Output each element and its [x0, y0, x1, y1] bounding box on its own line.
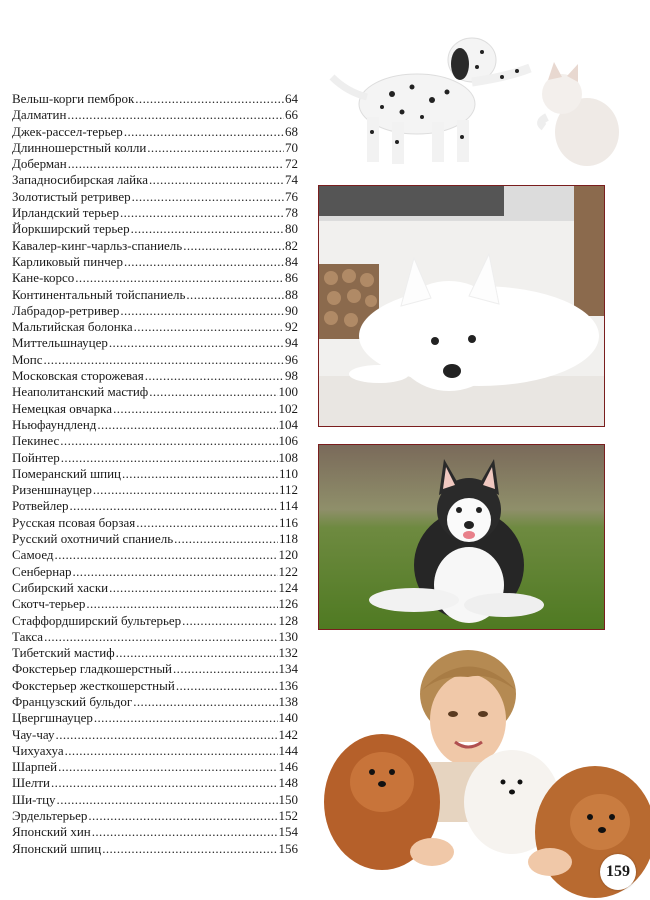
toc-leader-dots	[88, 808, 277, 824]
toc-entry-page: 72	[285, 156, 298, 172]
toc-leader-dots	[43, 352, 284, 368]
toc-leader-dots	[57, 792, 278, 808]
toc-leader-dots	[124, 254, 284, 270]
toc-entry-title: Такса	[12, 628, 44, 644]
toc-entry-title: Далматин	[12, 107, 67, 123]
toc-leader-dots	[173, 661, 277, 677]
toc-entry-title: Ирландский терьер	[12, 205, 119, 221]
toc-entry-page: 124	[278, 579, 298, 595]
toc-entry-page: 100	[278, 384, 298, 400]
toc-entry	[12, 368, 298, 384]
dalmatian-kitten-photo	[322, 22, 632, 174]
toc-entry-title: Кане-корсо	[12, 270, 75, 286]
toc-leader-dots	[61, 450, 278, 466]
toc-entry-page: 156	[278, 840, 298, 856]
toc-entry-page: 80	[285, 221, 298, 237]
toc-leader-dots	[67, 107, 284, 123]
toc-entry	[12, 613, 298, 629]
toc-leader-dots	[131, 221, 284, 237]
toc-entry-page: 94	[285, 335, 298, 351]
toc-entry	[12, 287, 298, 303]
toc-entry-page: 126	[278, 596, 298, 612]
toc-entry-page: 108	[278, 449, 298, 465]
toc-leader-dots	[56, 727, 278, 743]
toc-entry-title: Русская псовая борзая	[12, 514, 136, 530]
toc-entry	[12, 384, 298, 400]
toc-entry	[12, 156, 298, 172]
toc-entry	[12, 710, 298, 726]
toc-leader-dots	[136, 515, 278, 531]
toc-entry-title: Японский хин	[12, 824, 91, 840]
toc-entry-page: 92	[285, 319, 298, 335]
toc-entry	[12, 645, 298, 661]
toc-leader-dots	[116, 645, 278, 661]
toc-leader-dots	[92, 824, 278, 840]
toc-entry-title: Стаффордширский бультерьер	[12, 612, 182, 628]
toc-entry-title: Фокстерьер жесткошерстный	[12, 677, 175, 693]
toc-entry-title: Цвергшнауцер	[12, 710, 93, 726]
toc-entry-title: Фокстерьер гладкошерстный	[12, 661, 173, 677]
toc-entry-page: 106	[278, 433, 298, 449]
toc-entry	[12, 352, 298, 368]
toc-entry-page: 104	[278, 416, 298, 432]
toc-leader-dots	[93, 482, 278, 498]
toc-leader-dots	[133, 694, 277, 710]
toc-entry	[12, 140, 298, 156]
toc-entry	[12, 694, 298, 710]
toc-entry-title: Западносибирская лайка	[12, 172, 149, 188]
toc-entry-page: 130	[278, 628, 298, 644]
toc-leader-dots	[68, 156, 284, 172]
toc-entry-page: 122	[278, 563, 298, 579]
toc-entry-page: 70	[285, 139, 298, 155]
toc-entry	[12, 335, 298, 351]
toc-entry-page: 64	[285, 91, 298, 106]
toc-leader-dots	[94, 710, 278, 726]
toc-entry-title: Йоркширский терьер	[12, 221, 130, 237]
toc-entry	[12, 743, 298, 759]
toc-entry-title: Сенбернар	[12, 563, 72, 579]
toc-leader-dots	[60, 433, 277, 449]
toc-entry	[12, 824, 298, 840]
toc-entry-title: Золотистый ретривер	[12, 188, 131, 204]
toc-leader-dots	[183, 238, 284, 254]
toc-entry-title: Вельш-корги пемброк	[12, 91, 135, 106]
toc-entry	[12, 238, 298, 254]
toc-entry	[12, 221, 298, 237]
toc-leader-dots	[44, 629, 277, 645]
toc-entry-title: Шарпей	[12, 759, 58, 775]
toc-entry-page: 78	[285, 205, 298, 221]
toc-entry-title: Скотч-терьер	[12, 596, 86, 612]
toc-entry-title: Джек-рассел-терьер	[12, 123, 123, 139]
toc-leader-dots	[174, 531, 278, 547]
toc-entry	[12, 759, 298, 775]
toc-entry-page: 118	[278, 531, 298, 547]
toc-entry	[12, 401, 298, 417]
toc-leader-dots	[122, 466, 278, 482]
toc-entry	[12, 515, 298, 531]
toc-entry	[12, 319, 298, 335]
toc-leader-dots	[176, 678, 278, 694]
toc-entry-page: 96	[285, 351, 298, 367]
toc-leader-dots	[120, 205, 284, 221]
toc-entry-title: Чау-чау	[12, 726, 55, 742]
toc-entry-title: Мопс	[12, 351, 43, 367]
toc-entry-title: Тибетский мастиф	[12, 645, 115, 661]
toc-leader-dots	[69, 498, 278, 514]
toc-leader-dots	[73, 564, 278, 580]
toc-entry-page: 152	[278, 808, 298, 824]
toc-leader-dots	[186, 287, 284, 303]
toc-entry-page: 68	[285, 123, 298, 139]
toc-entry-title: Ризеншнауцер	[12, 482, 92, 498]
toc-entry-title: Ши-тцу	[12, 791, 56, 807]
toc-entry-page: 76	[285, 188, 298, 204]
toc-entry	[12, 498, 298, 514]
toc-entry-title: Японский шпиц	[12, 840, 102, 856]
page-number: 159	[600, 854, 636, 890]
toc-entry-page: 102	[278, 400, 298, 416]
toc-entry-title: Пекинес	[12, 433, 60, 449]
toc-entry-page: 66	[285, 107, 298, 123]
toc-entry-title: Померанский шпиц	[12, 465, 121, 481]
toc-entry	[12, 564, 298, 580]
toc-leader-dots	[51, 775, 277, 791]
toc-entry-page: 84	[285, 253, 298, 269]
toc-leader-dots	[134, 319, 284, 335]
toc-leader-dots	[149, 172, 284, 188]
toc-entry	[12, 124, 298, 140]
toc-entry-page: 140	[278, 710, 298, 726]
toc-leader-dots	[124, 124, 284, 140]
toc-entry-title: Французский бульдог	[12, 693, 133, 709]
toc-entry-title: Ньюфаундленд	[12, 416, 97, 432]
toc-entry	[12, 205, 298, 221]
toc-entry	[12, 417, 298, 433]
toc-leader-dots	[75, 270, 284, 286]
toc-leader-dots	[147, 140, 284, 156]
toc-entry	[12, 531, 298, 547]
toc-entry	[12, 450, 298, 466]
toc-leader-dots	[86, 596, 277, 612]
toc-entry-title: Карликовый пинчер	[12, 253, 123, 269]
toc-entry	[12, 580, 298, 596]
toc-entry-title: Длинношерстный колли	[12, 139, 147, 155]
toc-entry-page: 128	[278, 612, 298, 628]
toc-entry	[12, 678, 298, 694]
toc-entry-title: Континентальный тойспаниель	[12, 286, 186, 302]
toc-entry	[12, 189, 298, 205]
toc-leader-dots	[58, 759, 277, 775]
toc-entry-title: Чихуахуа	[12, 742, 64, 758]
samoyed-photo	[318, 185, 605, 427]
toc-entry	[12, 775, 298, 791]
toc-entry-page: 134	[278, 661, 298, 677]
toc-leader-dots	[120, 303, 284, 319]
toc-entry-page: 142	[278, 726, 298, 742]
toc-entry	[12, 547, 298, 563]
toc-entry	[12, 466, 298, 482]
toc-entry	[12, 727, 298, 743]
toc-entry-page: 88	[285, 286, 298, 302]
toc-leader-dots	[145, 368, 284, 384]
toc-entry-page: 114	[278, 498, 298, 514]
toc-entry	[12, 629, 298, 645]
toc-leader-dots	[102, 841, 277, 857]
toc-entry-title: Ротвейлер	[12, 498, 69, 514]
toc-entry-page: 82	[285, 237, 298, 253]
toc-leader-dots	[149, 384, 277, 400]
toc-entry-page: 116	[278, 514, 298, 530]
toc-entry	[12, 303, 298, 319]
toc-entry-page: 154	[278, 824, 298, 840]
toc-entry	[12, 596, 298, 612]
toc-entry-title: Лабрадор-ретривер	[12, 302, 120, 318]
toc-entry-title: Неаполитанский мастиф	[12, 384, 149, 400]
toc-leader-dots	[65, 743, 278, 759]
toc-entry-title: Пойнтер	[12, 449, 60, 465]
toc-entry-page: 150	[278, 791, 298, 807]
toc-entry-title: Сибирский хаски	[12, 579, 109, 595]
toc-entry-page: 144	[278, 742, 298, 758]
toc-entry-title: Доберман	[12, 156, 67, 172]
toc-entry	[12, 91, 298, 107]
toc-entry-title: Московская сторожевая	[12, 368, 144, 384]
toc-entry-page: 132	[278, 645, 298, 661]
toc-entry-page: 86	[285, 270, 298, 286]
toc-leader-dots	[113, 401, 277, 417]
toc-entry	[12, 661, 298, 677]
toc-entry	[12, 107, 298, 123]
toc-entry-page: 120	[278, 547, 298, 563]
toc-leader-dots	[132, 189, 284, 205]
toc-entry-page: 90	[285, 302, 298, 318]
toc-entry-page: 112	[278, 482, 298, 498]
toc-leader-dots	[55, 547, 278, 563]
toc-entry	[12, 254, 298, 270]
toc-entry-page: 148	[278, 775, 298, 791]
toc-entry	[12, 482, 298, 498]
toc-leader-dots	[182, 613, 277, 629]
toc-entry-page: 110	[278, 465, 298, 481]
toc-entry-page: 146	[278, 759, 298, 775]
toc-leader-dots	[109, 335, 284, 351]
toc-entry	[12, 270, 298, 286]
toc-leader-dots	[97, 417, 277, 433]
toc-entry-page: 74	[285, 172, 298, 188]
toc-entry-title: Самоед	[12, 547, 54, 563]
toc-entry-title: Кавалер-кинг-чарльз-спаниель	[12, 237, 183, 253]
toc-entry	[12, 808, 298, 824]
toc-entry-title: Русский охотничий спаниель	[12, 531, 174, 547]
husky-photo	[318, 444, 605, 630]
toc-leader-dots	[135, 91, 284, 107]
toc-entry-page: 98	[285, 368, 298, 384]
toc-entry-title: Мальтийская болонка	[12, 319, 133, 335]
toc-leader-dots	[109, 580, 277, 596]
toc-entry	[12, 433, 298, 449]
toc-entry	[12, 841, 298, 857]
toc-entry	[12, 792, 298, 808]
toc-entry-page: 136	[278, 677, 298, 693]
toc-entry	[12, 172, 298, 188]
toc-entry-title: Немецкая овчарка	[12, 400, 113, 416]
toc-entry-title: Шелти	[12, 775, 51, 791]
toc-entry-page: 138	[278, 693, 298, 709]
toc-entry-title: Миттельшнауцер	[12, 335, 108, 351]
table-of-contents	[12, 91, 298, 857]
toc-entry-title: Эрдельтерьер	[12, 808, 88, 824]
boy-with-dogs-photo	[320, 632, 650, 900]
